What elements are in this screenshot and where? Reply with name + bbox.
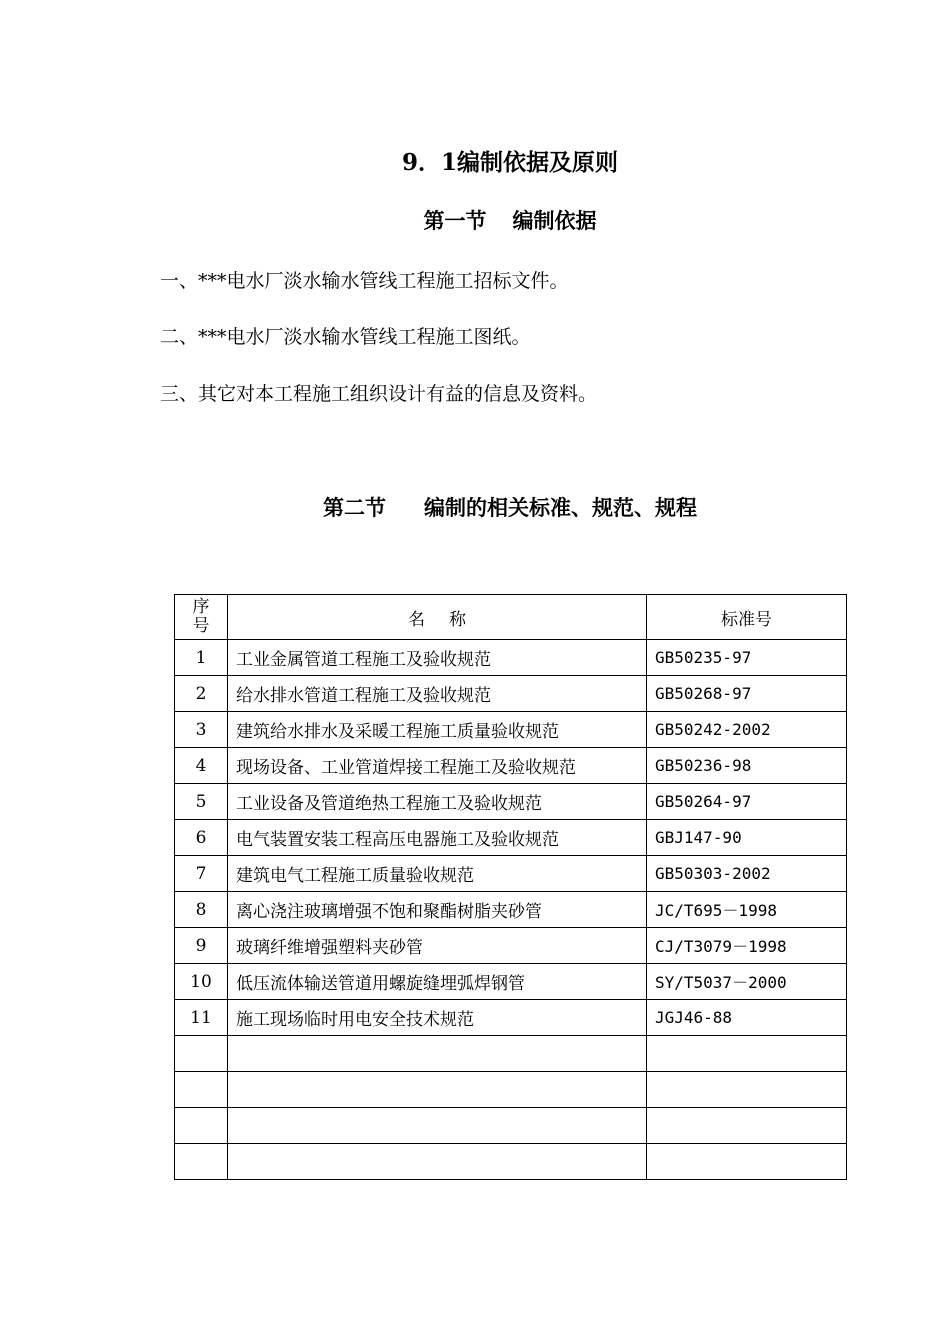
table-header-row — [175, 595, 847, 640]
section-2-label: 第二节 — [323, 495, 386, 520]
empty-cell — [175, 1108, 228, 1144]
row-number: 10 — [175, 964, 228, 1000]
row-number: 2 — [175, 676, 228, 712]
row-number: 5 — [175, 784, 228, 820]
row-number: 7 — [175, 856, 228, 892]
row-name: 建筑电气工程施工质量验收规范 — [228, 856, 647, 892]
paragraph-3: 三、其它对本工程施工组织设计有益的信息及资料。 — [160, 383, 598, 405]
empty-cell — [647, 1144, 847, 1180]
row-code: GBJ147-90 — [647, 820, 847, 856]
page-title: 9．1编制依据及原则 — [401, 149, 618, 176]
section-1-label: 第一节 — [423, 208, 487, 233]
row-number: 9 — [175, 928, 228, 964]
table-row — [175, 748, 847, 784]
empty-cell — [647, 1072, 847, 1108]
empty-cell — [228, 1108, 647, 1144]
row-code: JGJ46-88 — [647, 1000, 847, 1036]
table-row — [175, 856, 847, 892]
table-row — [175, 892, 847, 928]
row-code: GB50268-97 — [647, 676, 847, 712]
row-name: 电气装置安装工程高压电器施工及验收规范 — [228, 820, 647, 856]
row-number: 6 — [175, 820, 228, 856]
section-1-title: 编制依据 — [512, 208, 597, 233]
empty-table-row — [175, 1144, 847, 1180]
row-name: 低压流体输送管道用螺旋缝埋弧焊钢管 — [228, 964, 647, 1000]
row-name: 玻璃纤维增强塑料夹砂管 — [228, 928, 647, 964]
row-name: 施工现场临时用电安全技术规范 — [228, 1000, 647, 1036]
empty-cell — [647, 1036, 847, 1072]
section-2-title: 编制的相关标准、规范、规程 — [424, 495, 697, 520]
header-name-part1: 名 — [408, 609, 425, 630]
empty-cell — [228, 1144, 647, 1180]
table-row — [175, 676, 847, 712]
row-name: 现场设备、工业管道焊接工程施工及验收规范 — [228, 748, 647, 784]
empty-cell — [647, 1108, 847, 1144]
row-name: 工业金属管道工程施工及验收规范 — [228, 640, 647, 676]
table-row — [175, 928, 847, 964]
empty-cell — [175, 1036, 228, 1072]
table-row — [175, 1000, 847, 1036]
table-row — [175, 712, 847, 748]
empty-cell — [175, 1144, 228, 1180]
row-number: 11 — [175, 1000, 228, 1036]
empty-cell — [175, 1072, 228, 1108]
empty-cell — [228, 1036, 647, 1072]
table-row — [175, 784, 847, 820]
empty-table-row — [175, 1036, 847, 1072]
row-code: GB50303-2002 — [647, 856, 847, 892]
standards-table — [174, 594, 847, 1180]
row-code: GB50235-97 — [647, 640, 847, 676]
row-name: 建筑给水排水及采暖工程施工质量验收规范 — [228, 712, 647, 748]
header-standard-code: 标准号 — [647, 595, 847, 640]
header-name-part2: 称 — [449, 609, 466, 630]
empty-table-row — [175, 1072, 847, 1108]
row-number: 3 — [175, 712, 228, 748]
paragraph-1: 一、***电水厂淡水输水管线工程施工招标文件。 — [160, 270, 569, 292]
row-code: SY/T5037－2000 — [647, 964, 847, 1000]
row-code: JC/T695－1998 — [647, 892, 847, 928]
row-number: 1 — [175, 640, 228, 676]
table-row — [175, 640, 847, 676]
row-code: GB50236-98 — [647, 748, 847, 784]
row-number: 4 — [175, 748, 228, 784]
row-name: 给水排水管道工程施工及验收规范 — [228, 676, 647, 712]
row-code: CJ/T3079－1998 — [647, 928, 847, 964]
row-code: GB50242-2002 — [647, 712, 847, 748]
header-serial-number — [175, 595, 228, 640]
section-2-heading — [0, 492, 950, 524]
row-number: 8 — [175, 892, 228, 928]
row-name: 工业设备及管道绝热工程施工及验收规范 — [228, 784, 647, 820]
empty-table-row — [175, 1108, 847, 1144]
empty-cell — [228, 1072, 647, 1108]
header-serial-line2: 号 — [192, 616, 210, 636]
header-serial-line1: 序 — [192, 597, 210, 617]
section-1-heading — [0, 205, 950, 237]
row-name: 离心浇注玻璃增强不饱和聚酯树脂夹砂管 — [228, 892, 647, 928]
row-code: GB50264-97 — [647, 784, 847, 820]
header-name — [228, 595, 647, 640]
table-row — [175, 964, 847, 1000]
table-row — [175, 820, 847, 856]
paragraph-2: 二、***电水厂淡水输水管线工程施工图纸。 — [160, 326, 531, 348]
